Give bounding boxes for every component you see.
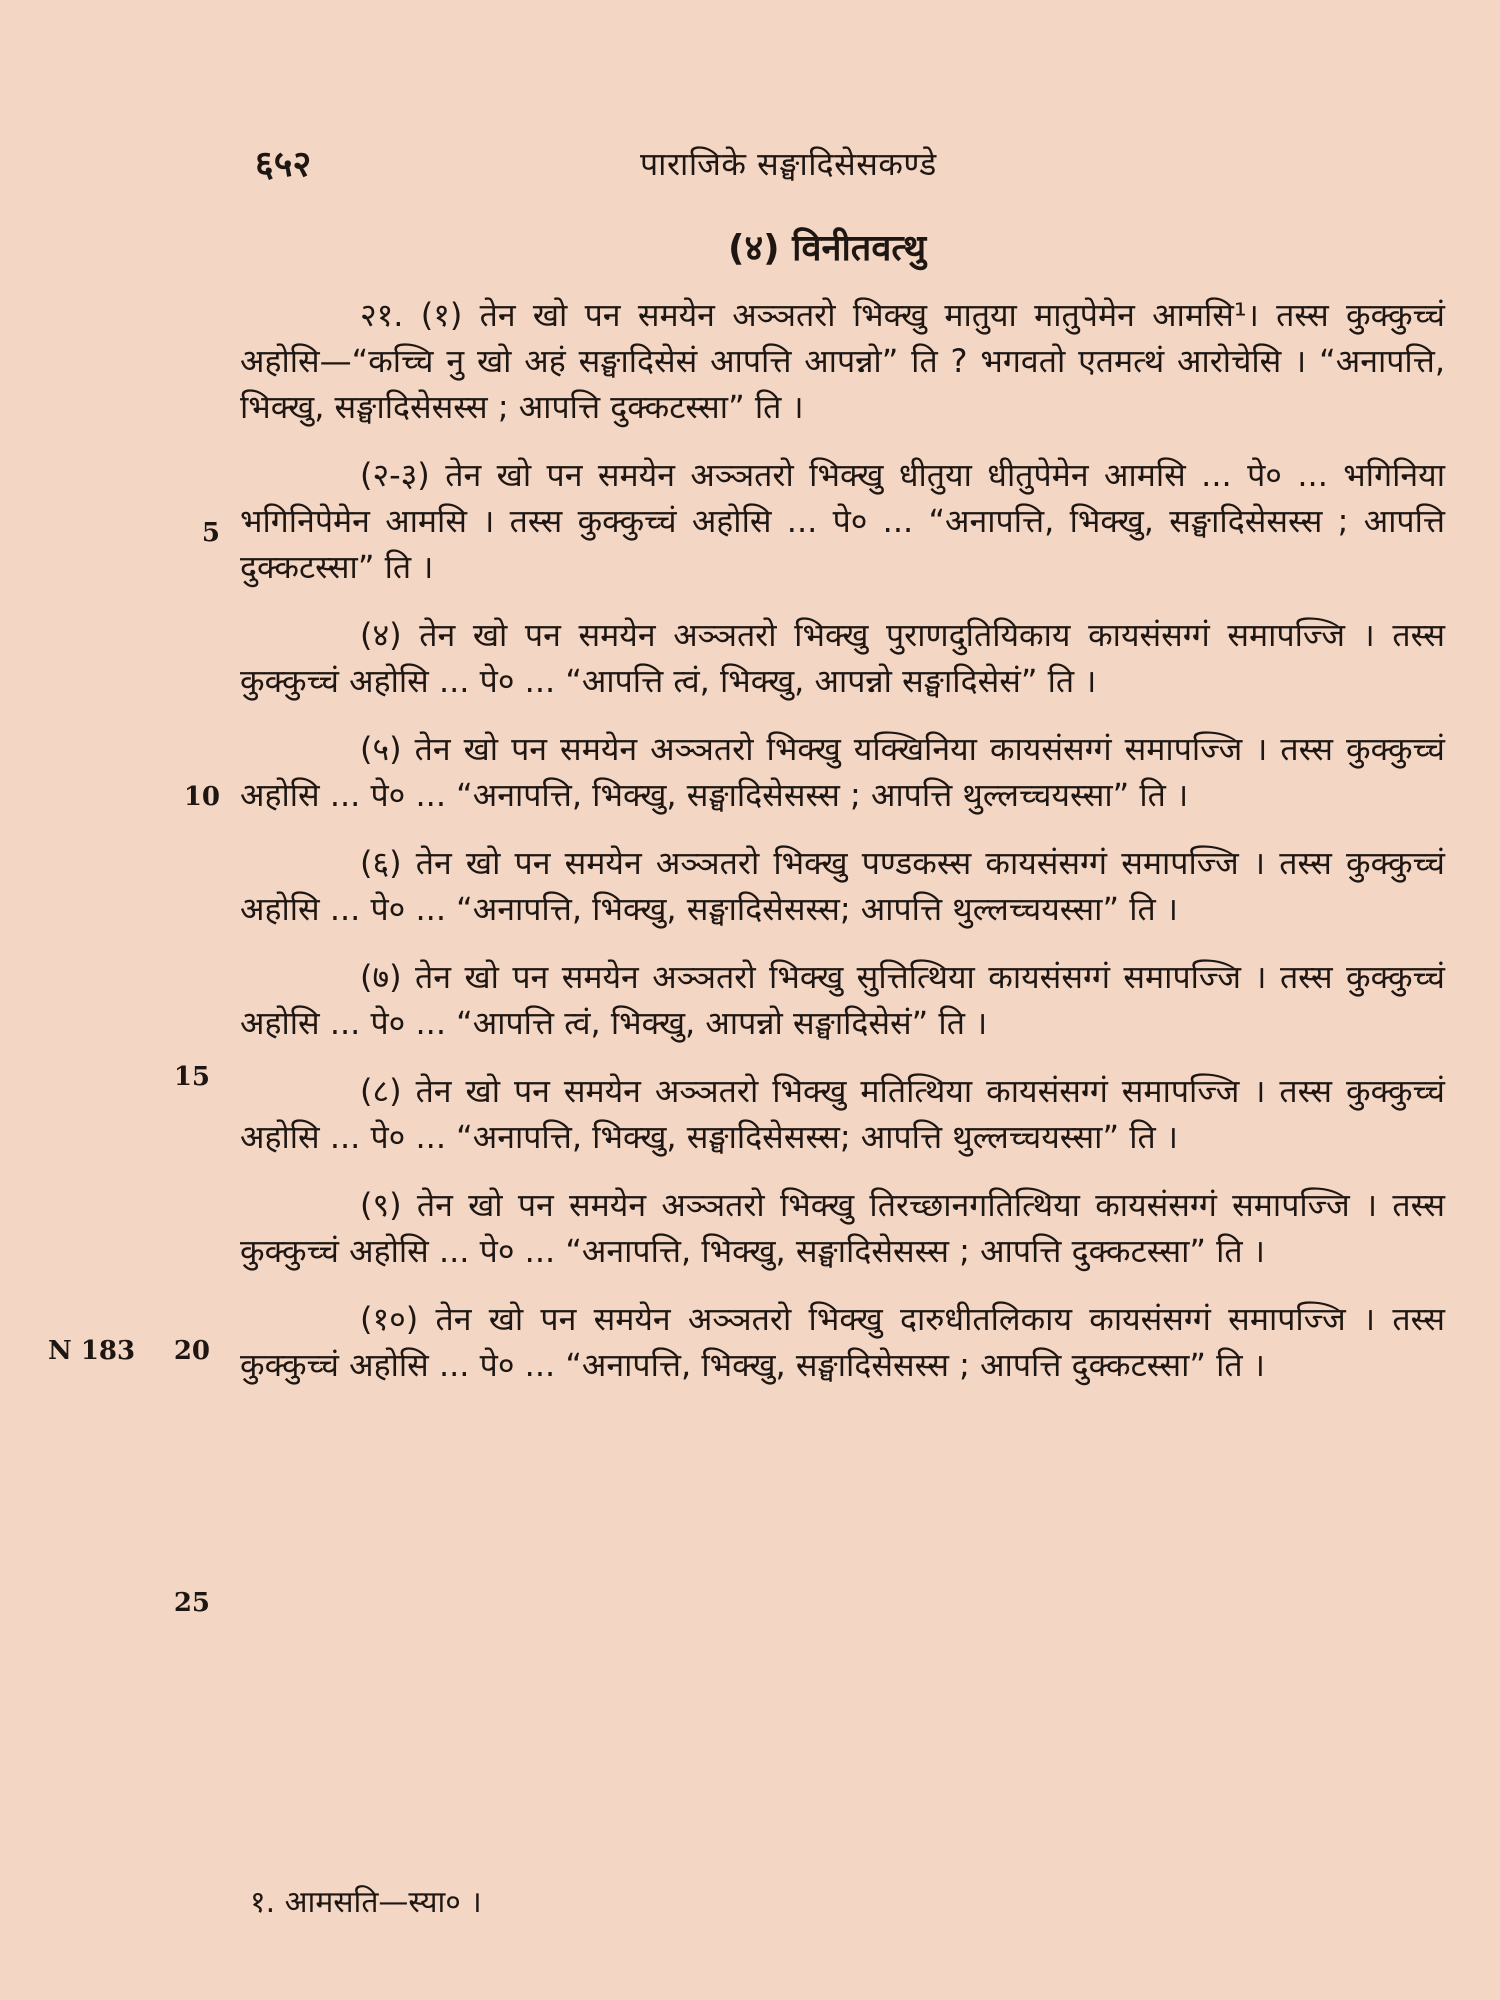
- line-number-25: 25: [173, 1588, 210, 1618]
- running-title: पाराजिके सङ्घादिसेसकण्डे: [640, 145, 937, 183]
- margin-reference: N 183: [48, 1336, 136, 1366]
- line-number-20: 20: [173, 1336, 210, 1366]
- paragraph-10: (१०) तेन खो पन समयेन अञ्ञतरो भिक्खु दारुधीतलिकाय कायसंसग्गं समापज्जि । तस्स कुक्कुच्चं अहोसि ... पे० ... “अनापत्ति, भिक्खु, सङ्घादिसेसस्स ; आपत्ति दुक्कटस्सा” ति ।: [240, 1300, 1445, 1384]
- paragraph-8: (८) तेन खो पन समयेन अञ्ञतरो भिक्खु मतित्थिया कायसंसग्गं समापज्जि । तस्स कुक्कुच्चं अहोसि ... पे० ... “अनापत्ति, भिक्खु, सङ्घादिसेसस्स; आपत्ति थुल्लच्चयस्सा” ति ।: [240, 1072, 1445, 1156]
- paragraph-2-3: (२-३) तेन खो पन समयेन अञ्ञतरो भिक्खु धीतुया धीतुपेमेन आमसि ... पे० ... भगिनिया भगिनिपेमेन आमसि । तस्स कुक्कुच्चं अहोसि ... पे० ... “अनापत्ति, भिक्खु, सङ्घादिसेसस्स ; आपत्ति दुक्कटस्सा” ति ।: [240, 456, 1445, 586]
- line-number-10: 10: [183, 782, 220, 812]
- line-number-5: 5: [201, 518, 220, 548]
- paragraph-7: (७) तेन खो पन समयेन अञ्ञतरो भिक्खु सुत्तित्थिया कायसंसग्गं समापज्जि । तस्स कुक्कुच्चं अहोसि ... पे० ... “आपत्ति त्वं, भिक्खु, आपन्नो सङ्घादिसेसं” ति ।: [240, 958, 1445, 1042]
- page-number: ६५२: [255, 144, 312, 185]
- footnote: १. आमसति—स्या० ।: [250, 1885, 482, 1920]
- paragraph-4: (४) तेन खो पन समयेन अञ्ञतरो भिक्खु पुराणदुतियिकाय कायसंसग्गं समापज्जि । तस्स कुक्कुच्चं अहोसि ... पे० ... “आपत्ति त्वं, भिक्खु, आपन्नो सङ्घादिसेसं” ति ।: [240, 616, 1445, 700]
- section-title: (४) विनीतवत्थु: [728, 228, 927, 269]
- paragraph-9: (९) तेन खो पन समयेन अञ्ञतरो भिक्खु तिरच्छानगतित्थिया कायसंसग्गं समापज्जि । तस्स कुक्कुच्चं अहोसि ... पे० ... “अनापत्ति, भिक्खु, सङ्घादिसेसस्स ; आपत्ति दुक्कटस्सा” ति ।: [240, 1186, 1445, 1270]
- paragraph-5: (५) तेन खो पन समयेन अञ्ञतरो भिक्खु यक्खिनिया कायसंसग्गं समापज्जि । तस्स कुक्कुच्चं अहोसि ... पे० ... “अनापत्ति, भिक्खु, सङ्घादिसेसस्स ; आपत्ति थुल्लच्चयस्सा” ति ।: [240, 730, 1445, 814]
- paragraph-21-1: २१. (१) तेन खो पन समयेन अञ्ञतरो भिक्खु मातुया मातुपेमेन आमसि¹। तस्स कुक्कुच्चं अहोसि—“कच्चि नु खो अहं सङ्घादिसेसं आपत्ति आपन्नो” ति ? भगवतो एतमत्थं आरोचेसि । “अनापत्ति, भिक्खु, सङ्घादिसेसस्स ; आपत्ति दुक्कटस्सा” ति ।: [240, 296, 1445, 426]
- paragraph-6: (६) तेन खो पन समयेन अञ्ञतरो भिक्खु पण्डकस्स कायसंसग्गं समापज्जि । तस्स कुक्कुच्चं अहोसि ... पे० ... “अनापत्ति, भिक्खु, सङ्घादिसेसस्स; आपत्ति थुल्लच्चयस्सा” ति ।: [240, 844, 1445, 928]
- body-text: [240, 292, 1445, 1410]
- line-number-15: 15: [173, 1062, 210, 1092]
